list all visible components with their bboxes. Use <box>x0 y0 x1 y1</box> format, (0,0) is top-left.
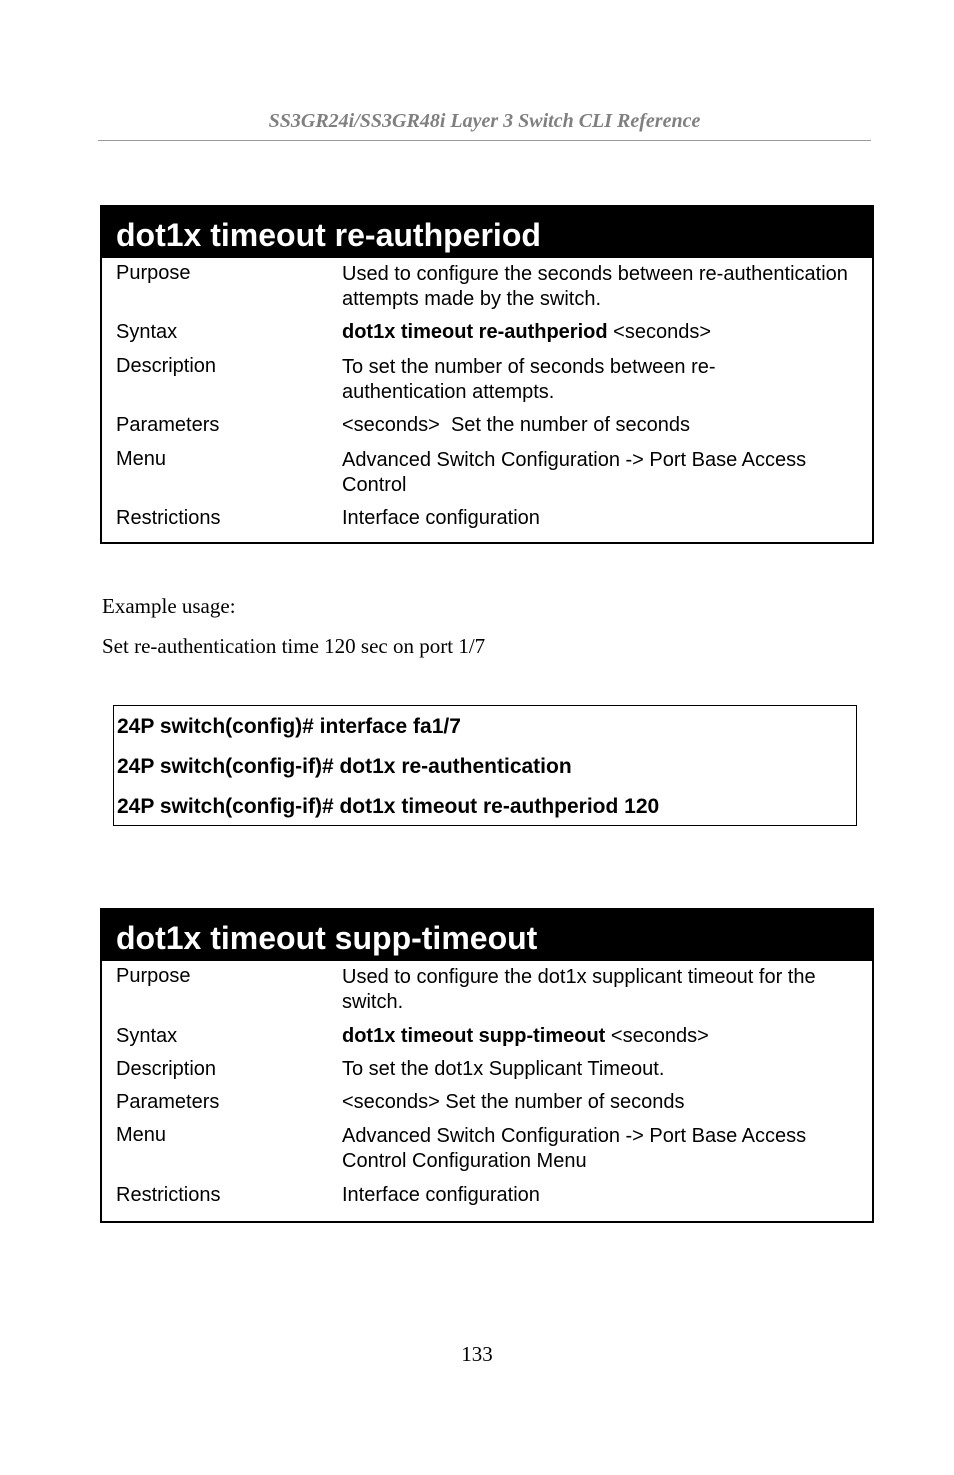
description-label: Description <box>116 355 217 377</box>
code-line: 24P switch(config-if)# dot1x timeout re-authperiod 120 <box>117 795 660 818</box>
command-title: dot1x timeout supp-timeout <box>102 910 872 961</box>
header-divider <box>98 140 871 141</box>
purpose-value: Used to configure the dot1x supplicant timeout for the switch. <box>342 966 816 1013</box>
description-value: To set the dot1x Supplicant Timeout. <box>342 1058 665 1080</box>
code-line: 24P switch(config-if)# dot1x re-authentication <box>117 755 572 778</box>
syntax-command: dot1x timeout re-authperiod <box>342 321 608 343</box>
command-table-reauthperiod <box>100 205 874 544</box>
example-label: Example usage: <box>102 594 236 618</box>
parameters-value: <seconds> Set the number of seconds <box>342 414 690 436</box>
menu-label: Menu <box>116 448 167 470</box>
restrictions-label: Restrictions <box>116 1184 221 1206</box>
command-title: dot1x timeout re-authperiod <box>102 207 872 258</box>
syntax-argument: <seconds> <box>613 321 711 343</box>
menu-value: Advanced Switch Configuration -> Port Base Access Control <box>342 449 807 496</box>
parameters-value: <seconds> Set the number of seconds <box>342 1091 685 1113</box>
restrictions-label: Restrictions <box>116 507 221 529</box>
restrictions-value: Interface configuration <box>342 507 540 529</box>
syntax-value <box>342 321 872 344</box>
syntax-command: dot1x timeout supp-timeout <box>342 1025 606 1047</box>
description-label: Description <box>116 1058 217 1080</box>
syntax-label: Syntax <box>116 1025 178 1047</box>
running-header: SS3GR24i/SS3GR48i Layer 3 Switch CLI Reference <box>268 110 701 132</box>
restrictions-value: Interface configuration <box>342 1184 540 1206</box>
code-line: 24P switch(config)# interface fa1/7 <box>117 715 461 738</box>
description-value: To set the number of seconds between re-authentication attempts. <box>342 356 716 403</box>
page-number: 133 <box>461 1342 493 1366</box>
command-table-supp-timeout <box>100 908 874 1223</box>
parameters-label: Parameters <box>116 1091 220 1113</box>
example-code-box <box>113 705 857 826</box>
example-description: Set re-authentication time 120 sec on port 1/7 <box>102 634 486 658</box>
syntax-label: Syntax <box>116 321 178 343</box>
purpose-label: Purpose <box>116 965 191 987</box>
syntax-value <box>342 1025 872 1048</box>
menu-label: Menu <box>116 1124 167 1146</box>
purpose-value: Used to configure the seconds between re-authentication attempts made by the switch. <box>342 263 848 310</box>
purpose-label: Purpose <box>116 262 191 284</box>
syntax-argument: <seconds> <box>610 1025 709 1047</box>
menu-value: Advanced Switch Configuration -> Port Base Access Control Configuration Menu <box>342 1125 807 1172</box>
parameters-label: Parameters <box>116 414 220 436</box>
